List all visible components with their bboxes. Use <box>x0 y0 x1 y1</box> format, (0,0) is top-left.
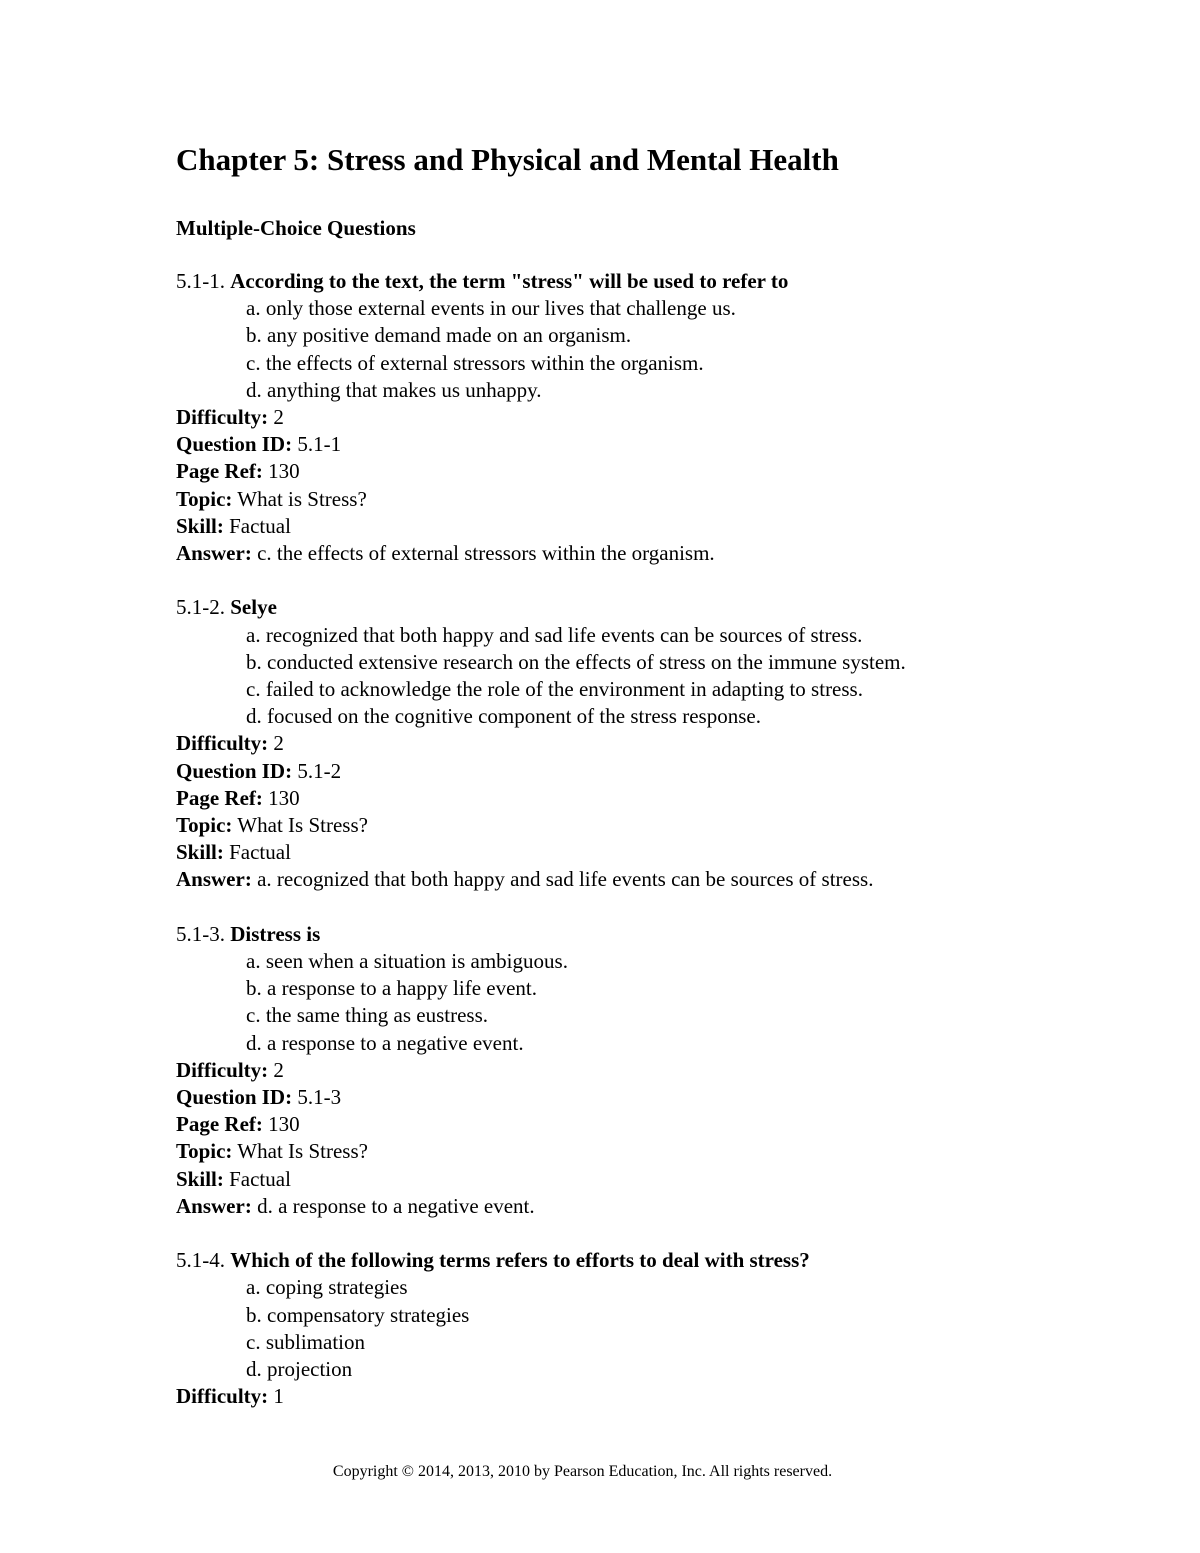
question-header <box>176 268 1136 295</box>
difficulty-value: 1 <box>273 1384 284 1409</box>
question-id-label: Question ID: <box>176 432 293 457</box>
answer-value: a. recognized that both happy and sad life events can be sources of stress. <box>257 867 874 892</box>
answer-row <box>176 540 1136 567</box>
option-d: d. projection <box>246 1357 353 1382</box>
page-ref-label: Page Ref: <box>176 785 263 810</box>
topic-label: Topic: <box>176 486 233 511</box>
answer-label: Answer: <box>176 541 252 566</box>
answer-label: Answer: <box>176 1193 252 1218</box>
difficulty-label: Difficulty: <box>176 405 269 430</box>
question-id-row <box>176 1084 1136 1111</box>
answer-value: c. the effects of external stressors within the organism. <box>257 541 715 566</box>
copyright-footer <box>0 1460 1165 1483</box>
question-number: 5.1-4. <box>176 1248 225 1273</box>
option-c: c. the effects of external stressors within the organism. <box>246 350 704 375</box>
option-list <box>176 295 1136 404</box>
question-id-row <box>176 431 1136 458</box>
page-ref-value: 130 <box>268 785 300 810</box>
answer-label: Answer: <box>176 867 252 892</box>
question-number: 5.1-1. <box>176 269 225 293</box>
question-list <box>176 268 1136 1410</box>
question-stem: Which of the following terms refers to efforts to deal with stress? <box>230 1248 810 1273</box>
difficulty-value: 2 <box>273 405 284 430</box>
skill-label: Skill: <box>176 1166 224 1191</box>
page-ref-value: 130 <box>268 459 300 484</box>
option-list <box>176 948 1136 1057</box>
option-d: d. focused on the cognitive component of the stress response. <box>246 704 761 729</box>
topic-row <box>176 1138 1136 1165</box>
difficulty-label: Difficulty: <box>176 1057 269 1082</box>
page-ref-value: 130 <box>268 1112 300 1137</box>
question-id-value: 5.1-3 <box>297 1085 342 1110</box>
option-list <box>176 1274 1136 1383</box>
question-header <box>176 921 1136 948</box>
question-id-value: 5.1-1 <box>297 432 342 457</box>
skill-value: Factual <box>229 513 291 538</box>
difficulty-label: Difficulty: <box>176 1384 269 1409</box>
option-b: b. any positive demand made on an organism. <box>246 323 632 348</box>
option-d: d. anything that makes us unhappy. <box>246 377 542 402</box>
skill-row <box>176 1166 1136 1193</box>
question-block <box>176 268 1136 567</box>
question-block <box>176 594 1136 893</box>
question-header <box>176 594 1136 621</box>
copyright-text: Copyright © 2014, 2013, 2010 by Pearson Education, Inc. All rights reserved. <box>332 1463 833 1480</box>
option-a: a. coping strategies <box>246 1275 408 1300</box>
page-ref-label: Page Ref: <box>176 459 263 484</box>
page-ref-row <box>176 1111 1136 1138</box>
topic-value: What is Stress? <box>237 486 367 511</box>
difficulty-label: Difficulty: <box>176 731 269 756</box>
skill-value: Factual <box>229 1166 291 1191</box>
topic-label: Topic: <box>176 1139 233 1164</box>
skill-row <box>176 839 1136 866</box>
difficulty-row <box>176 404 1136 431</box>
option-d: d. a response to a negative event. <box>246 1030 524 1055</box>
question-stem: Distress is <box>230 921 321 946</box>
difficulty-value: 2 <box>273 1057 284 1082</box>
question-block <box>176 921 1136 1220</box>
question-id-label: Question ID: <box>176 758 293 783</box>
difficulty-row <box>176 1057 1136 1084</box>
topic-value: What Is Stress? <box>237 813 368 838</box>
answer-value: d. a response to a negative event. <box>257 1193 535 1218</box>
question-stem: According to the text, the term "stress" will be used to refer to <box>230 269 789 293</box>
option-a: a. only those external events in our lives that challenge us. <box>246 296 736 321</box>
difficulty-value: 2 <box>273 731 284 756</box>
option-b: b. compensatory strategies <box>246 1302 470 1327</box>
skill-value: Factual <box>229 840 291 865</box>
question-number: 5.1-2. <box>176 595 225 620</box>
option-a: a. recognized that both happy and sad life events can be sources of stress. <box>246 622 863 647</box>
option-c: c. sublimation <box>246 1329 365 1354</box>
question-block <box>176 1247 1136 1410</box>
question-header <box>176 1247 1136 1274</box>
answer-row <box>176 866 1136 893</box>
option-c: c. the same thing as eustress. <box>246 1003 489 1028</box>
skill-row <box>176 513 1136 540</box>
section-heading: Multiple-Choice Questions <box>176 216 416 240</box>
topic-row <box>176 812 1136 839</box>
question-number: 5.1-3. <box>176 921 225 946</box>
answer-row <box>176 1193 1136 1220</box>
question-id-value: 5.1-2 <box>297 758 342 783</box>
option-a: a. seen when a situation is ambiguous. <box>246 949 568 974</box>
option-list <box>176 622 1136 731</box>
option-b: b. a response to a happy life event. <box>246 976 537 1001</box>
topic-label: Topic: <box>176 813 233 838</box>
question-id-row <box>176 758 1136 785</box>
option-b: b. conducted extensive research on the effects of stress on the immune system. <box>246 649 906 674</box>
difficulty-row <box>176 1383 1136 1410</box>
skill-label: Skill: <box>176 513 224 538</box>
chapter-title: Chapter 5: Stress and Physical and Mental Health <box>176 142 839 177</box>
question-id-label: Question ID: <box>176 1085 293 1110</box>
question-stem: Selye <box>230 595 277 620</box>
page-ref-label: Page Ref: <box>176 1112 263 1137</box>
page-ref-row <box>176 458 1136 485</box>
page-ref-row <box>176 785 1136 812</box>
topic-value: What Is Stress? <box>237 1139 368 1164</box>
topic-row <box>176 486 1136 513</box>
skill-label: Skill: <box>176 840 224 865</box>
difficulty-row <box>176 730 1136 757</box>
option-c: c. failed to acknowledge the role of the environment in adapting to stress. <box>246 677 863 702</box>
